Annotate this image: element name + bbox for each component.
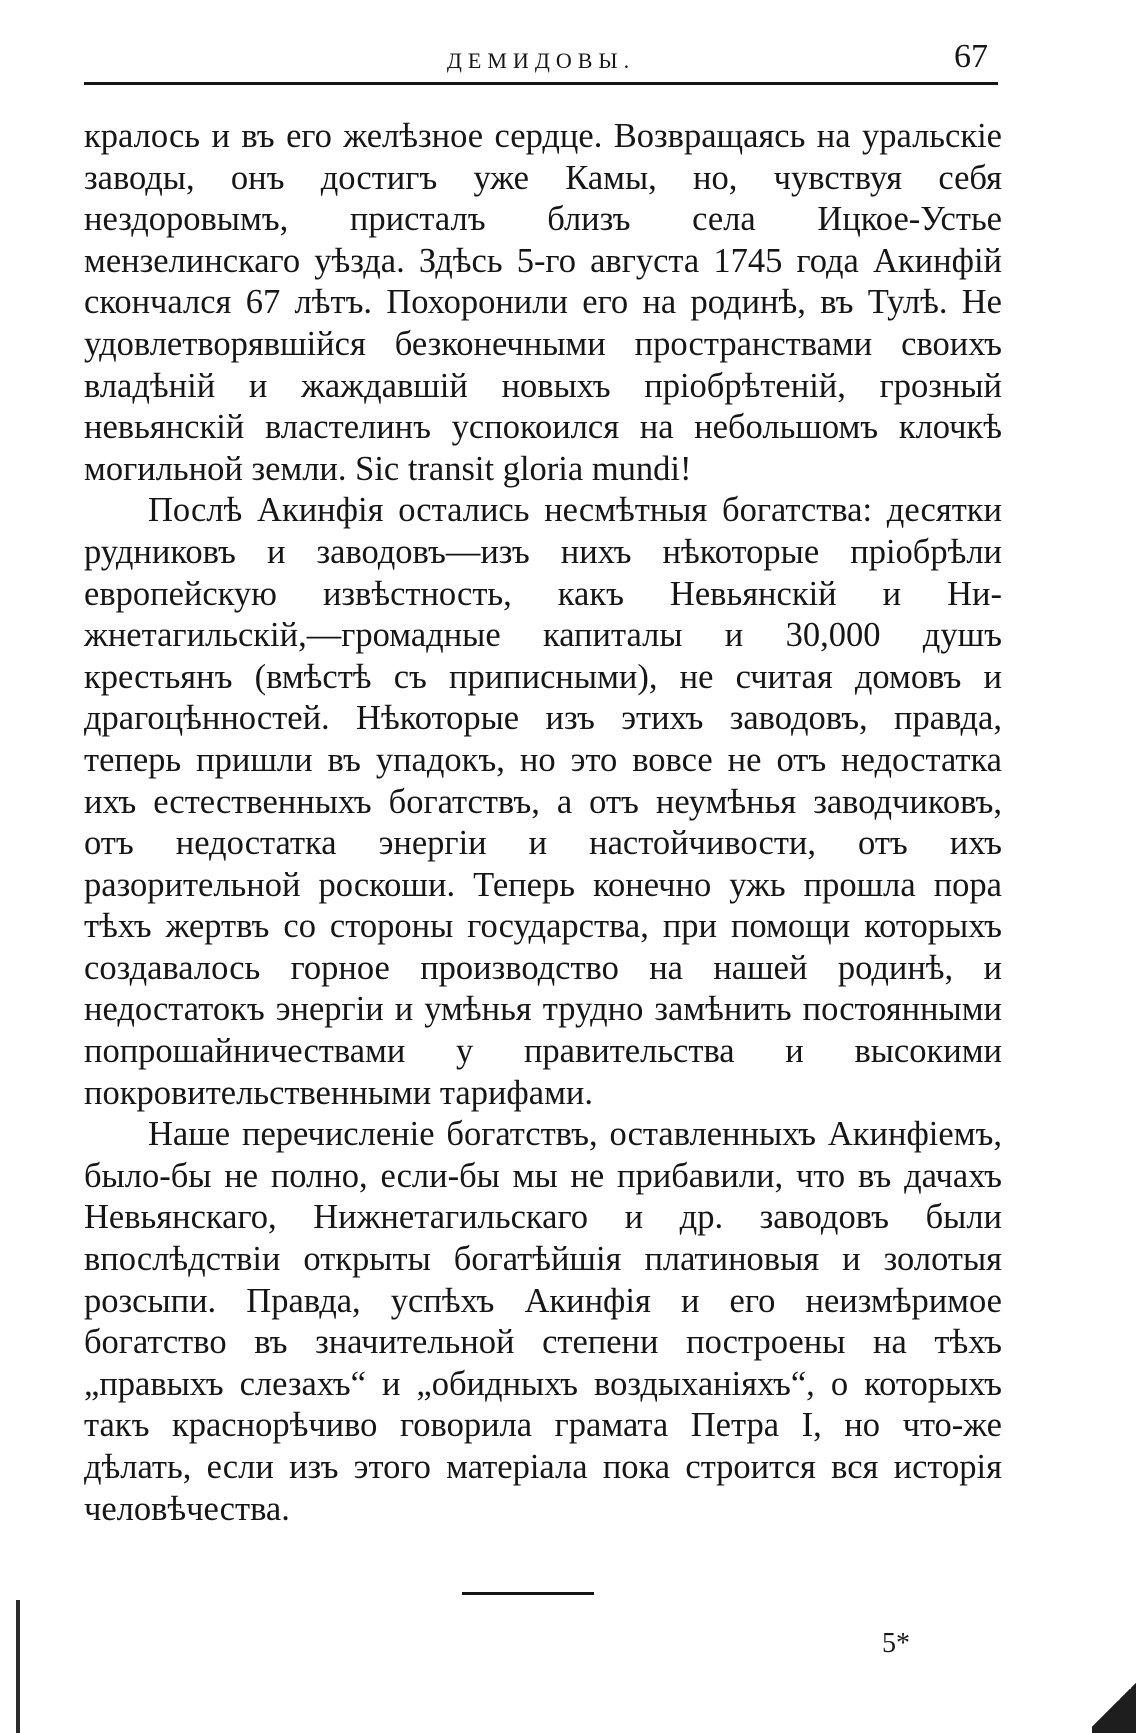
running-head [84,38,998,82]
signature-mark: 5* [882,1628,910,1659]
section-end-rule [462,1592,594,1595]
body-text [84,116,1002,1530]
paragraph-continued: кралось и въ его желѣзное сердце. Возвращаясь на уральскіе заводы, онъ достигъ уже Камы, но, чувствуя себя нездоровымъ, присталъ близъ села Ицкое-Устье мензелинскаго уѣзда. Здѣсь 5-го августа 1745 года Акинфій скончался 67 лѣтъ. Похоронили его на родинѣ, въ Тулѣ. Не удовлетворявшійся безконечными пространствами своихъ владѣній и жаждавшій новыхъ пріобрѣтеній, грозный невьянскій властелинъ успокоился на небольшомъ клочкѣ могильной земли. Sic transit gloria mundi! [84,117,1002,488]
scan-corner-shadow [1092,1677,1136,1733]
paragraph: Послѣ Акинфія остались несмѣтныя богатства: десятки рудниковъ и заводовъ—изъ нихъ нѣкоторые пріобрѣли европейскую извѣстность, какъ Невьянскій и Нижнетагильскій,—громадные капиталы и 30,000 душъ крестьянъ (вмѣстѣ съ приписными), не считая домовъ и драгоцѣнностей. Нѣкоторые изъ этихъ заводовъ, правда, теперь пришли въ упадокъ, но это вовсе не отъ недостатка ихъ естественныхъ богатствъ, а отъ неумѣнья заводчиковъ, отъ недостатка энергіи и настойчивости, отъ ихъ разорительной роскоши. Теперь конечно ужь прошла пора тѣхъ жертвъ со стороны государства, при помощи которыхъ создавалось горное производство на нашей родинѣ, и недостатокъ энергіи и умѣнья трудно замѣнить постоянными попрошайничествами у правительства и высокими покровительственными тарифами. [84,491,1002,1112]
page-number: 67 [954,38,988,75]
paragraph: Наше перечисленіе богатствъ, оставленныхъ Акинфіемъ, было-бы не полно, если-бы мы не прибавили, что въ дачахъ Невьянскаго, Нижнетагильскаго и др. заводовъ были впослѣдствіи открыты богатѣйшія платиновыя и золотыя розсыпи. Правда, успѣхъ Акинфія и его неизмѣримое богатство въ значительной степени построены на тѣхъ „правыхъ слезахъ“ и „обидныхъ воздыханіяхъ“, о которыхъ такъ краснорѣчиво говорила грамата Петра I, но что-же дѣлать, если изъ этого матеріала пока строится вся исторія человѣчества. [84,1115,1002,1528]
scan-edge-line [16,1600,20,1733]
header-rule [84,82,998,85]
running-title: ДЕМИДОВЫ. [446,48,636,73]
